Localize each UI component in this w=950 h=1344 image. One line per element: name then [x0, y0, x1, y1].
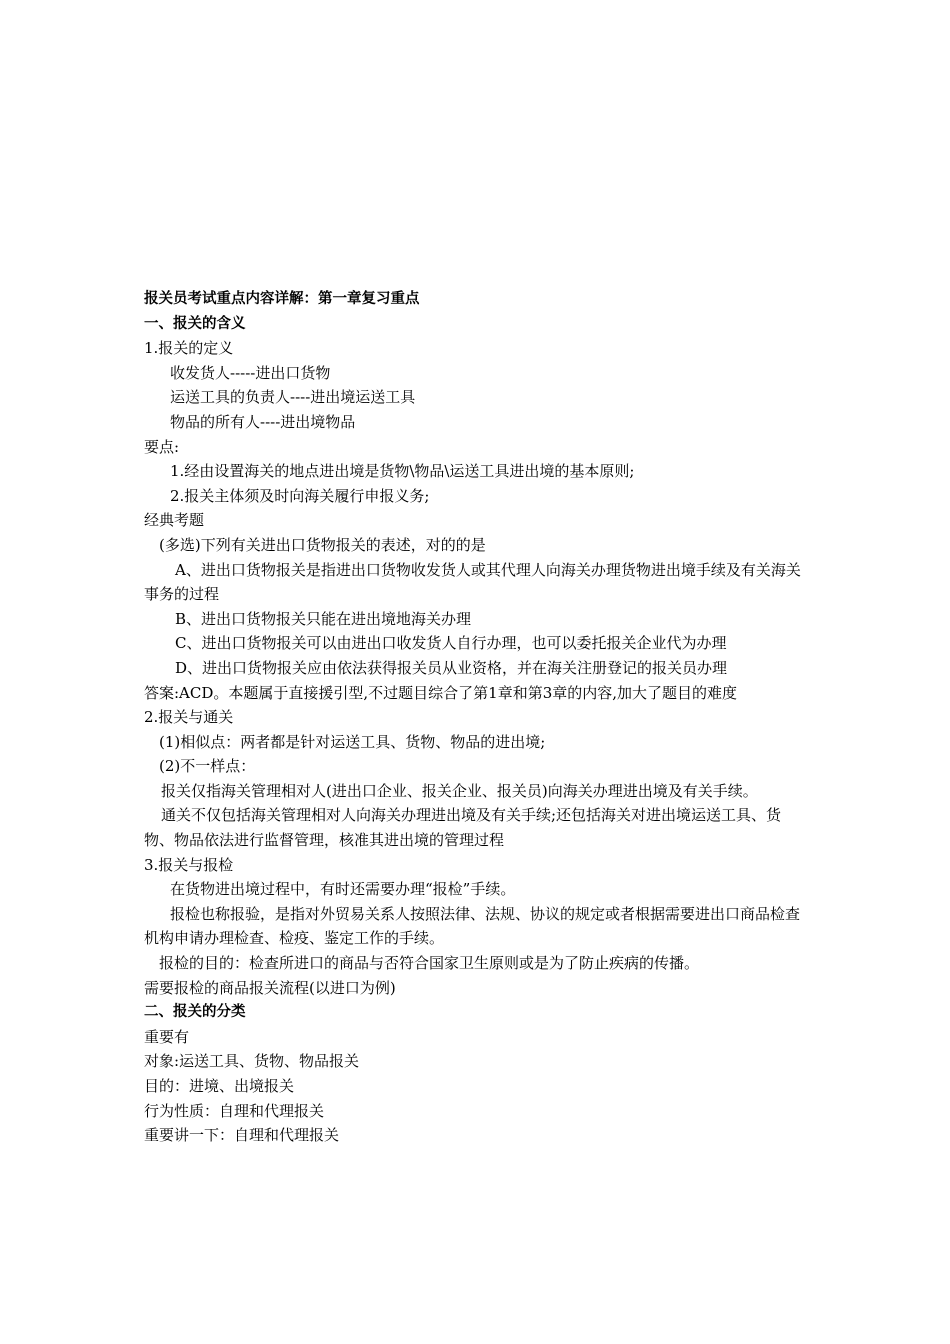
- answer-text: 答案:ACD。本题属于直接援引型,不过题目综合了第1章和第3章的内容,加大了题目的难度: [144, 683, 738, 702]
- inspection-text-2-span: 报检也称报验，是指对外贸易关系人按照法律、法规、协议的规定或者根据需要进出口商品检查机构申请办理检查、检疫、鉴定工作的手续。: [144, 904, 801, 948]
- question-text: (多选)下列有关进出口货物报关的表述，对的的是: [159, 535, 486, 554]
- point-item: 2.报关主体须及时向海关履行申报义务;: [170, 486, 430, 505]
- classification-focus: 重要讲一下：自理和代理报关: [144, 1126, 340, 1145]
- point-item: 1.经由设置海关的地点进出境是货物\物品\运送工具进出境的基本原则;: [170, 462, 635, 481]
- important-label: 重要有: [144, 1027, 190, 1046]
- classification-nature: 行为性质：自理和代理报关: [144, 1101, 325, 1120]
- inspection-text-2: [144, 902, 810, 951]
- similarity-text: (1)相似点：两者都是针对运送工具、货物、物品的进出境;: [159, 732, 546, 751]
- points-label: 要点:: [144, 437, 180, 456]
- difference-text-1: [144, 779, 810, 804]
- option-d: D、进出口货物报关应由依法获得报关员从业资格，并在海关注册登记的报关员办理: [175, 658, 728, 677]
- document-page: [144, 287, 810, 1148]
- difference-text-2-span: 通关不仅包括海关管理相对人向海关办理进出境及有关手续;还包括海关对进出境运送工具、货物、物品依法进行监督管理，核准其进出境的管理过程: [144, 806, 782, 850]
- classic-question-label: 经典考题: [144, 511, 205, 530]
- option-b: B、进出口货物报关只能在进出境地海关办理: [175, 609, 472, 628]
- section-heading-2: 二、报关的分类: [144, 1004, 246, 1021]
- subsection-heading-customs-clearance: 2.报关与通关: [144, 708, 234, 727]
- option-a: [144, 558, 810, 607]
- definition-line: 收发货人-----进出口货物: [170, 363, 331, 382]
- section-heading-1: 一、报关的含义: [144, 315, 246, 332]
- difference-label: (2)不一样点：: [159, 757, 256, 776]
- inspection-text-1: 在货物进出境过程中，有时还需要办理“报检”手续。: [170, 880, 516, 899]
- classification-purpose: 目的：进境、出境报关: [144, 1077, 295, 1095]
- option-c: C、进出口货物报关可以由进出口收发货人自行办理，也可以委托报关企业代为办理: [175, 634, 727, 653]
- inspection-text-3: 报检的目的：检查所进口的商品与否符合国家卫生原则或是为了防止疾病的传播。: [159, 954, 700, 973]
- difference-text-2: [144, 803, 810, 852]
- definition-line: 物品的所有人----进出境物品: [170, 412, 356, 431]
- subsection-heading-inspection: 3.报关与报检: [144, 855, 234, 874]
- definition-line: 运送工具的负责人----进出境运送工具: [170, 388, 416, 407]
- difference-text-1-span: 报关仅指海关管理相对人(进出口企业、报关企业、报关员)向海关办理进出境及有关手续。: [161, 781, 758, 800]
- classification-object: 对象:运送工具、货物、物品报关: [144, 1052, 360, 1071]
- document-title: 报关员考试重点内容详解：第一章复习重点: [144, 291, 420, 307]
- inspection-text-4: 需要报检的商品报关流程(以进口为例): [144, 978, 396, 997]
- subsection-heading-definition: 1.报关的定义: [144, 339, 234, 358]
- option-a-text: A、进出口货物报关是指进出口货物收发货人或其代理人向海关办理货物进出境手续及有关海关事务的过程: [144, 560, 801, 604]
